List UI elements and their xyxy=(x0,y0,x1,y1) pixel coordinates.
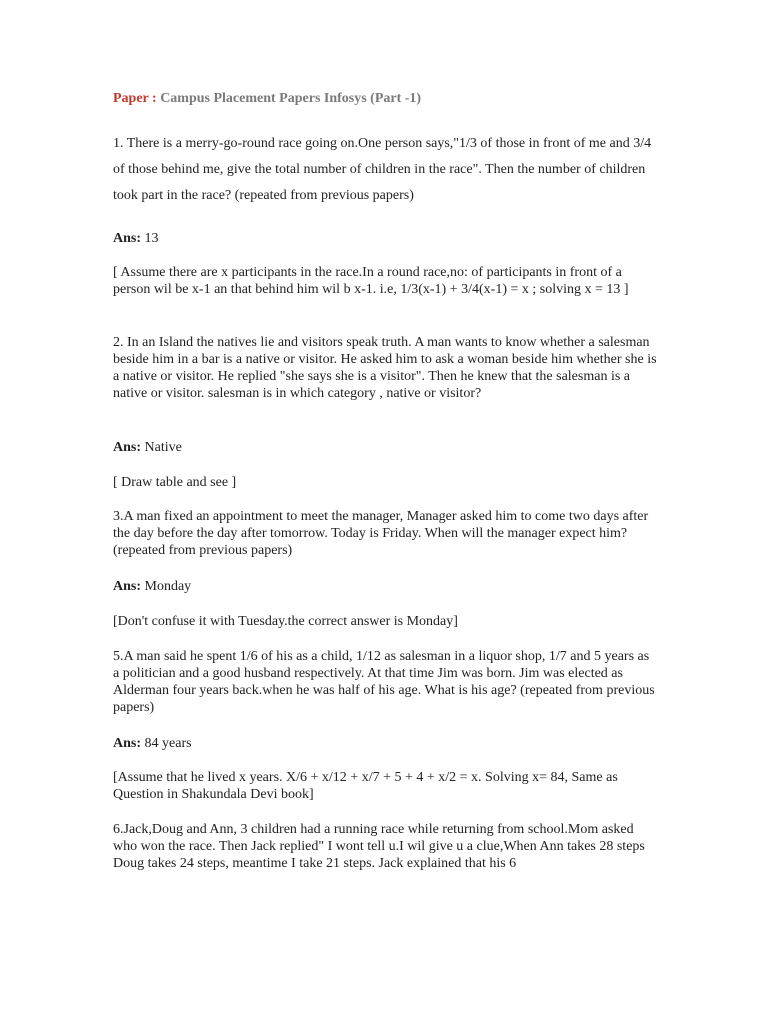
answer-value: Monday xyxy=(144,579,192,594)
answer-value: 84 years xyxy=(144,736,192,751)
answer-label: Ans: xyxy=(113,736,142,751)
answer-label: Ans: xyxy=(113,231,142,246)
explanation-1: [ Assume there are x participants in the race.In a round race,no: of participants in front of a person wil be x-1 an that behind him wil b x-1. i.e, 1/3(x-1) + 3/4(x-1) = x ; solving x = 13 ] xyxy=(113,265,629,297)
answer-label: Ans: xyxy=(113,579,142,594)
title-text: Campus Placement Papers Infosys (Part -1) xyxy=(160,91,422,106)
answer-1 xyxy=(113,230,658,247)
question-3: 3.A man fixed an appointment to meet the manager, Manager asked him to come two days after the day before the day after tomorrow. Today is Friday. When will the manager expect him? (repeated from previous papers) xyxy=(113,509,649,558)
answer-label: Ans: xyxy=(113,440,142,455)
answer-5 xyxy=(113,735,658,752)
answer-3 xyxy=(113,578,658,595)
question-6: 6.Jack,Doug and Ann, 3 children had a running race while returning from school.Mom asked who won the race. Then Jack replied" I wont tell u.I wil give u a clue,When Ann takes 28 steps Doug takes 24 steps, meantime I take 21 steps. Jack explained that his 6 xyxy=(113,822,645,871)
question-1: 1. There is a merry-go-round race going on.One person says,"1/3 of those in front of me and 3/4 of those behind me, give the total number of children in the race". Then the number of children took part in the race? (repeated from previous papers) xyxy=(113,136,652,203)
explanation-3: [Don't confuse it with Tuesday.the correct answer is Monday] xyxy=(113,614,458,629)
explanation-5: [Assume that he lived x years. X/6 + x/12 + x/7 + 5 + 4 + x/2 = x. Solving x= 84, Same as Question in Shakundala Devi book] xyxy=(113,770,618,802)
title-label: Paper : xyxy=(113,91,157,106)
answer-value: 13 xyxy=(144,231,159,246)
question-5: 5.A man said he spent 1/6 of his as a child, 1/12 as salesman in a liquor shop, 1/7 and 5 years as a politician and a good husband respectively. At that time Jim was born. Jim was elected as Alderman four years back.when he was half of his age. What is his age? (repeated from previous papers) xyxy=(113,649,655,715)
answer-2 xyxy=(113,439,658,456)
question-2: 2. In an Island the natives lie and visitors speak truth. A man wants to know whether a salesman beside him in a bar is a native or visitor. He asked him to ask a woman beside him whether she is a native or visitor. He replied "she says she is a visitor". Then he knew that the salesman is a native or visitor. salesman is in which category , native or visitor? xyxy=(113,335,657,401)
explanation-2: [ Draw table and see ] xyxy=(113,475,237,490)
page-title xyxy=(113,91,421,107)
answer-value: Native xyxy=(144,440,182,455)
